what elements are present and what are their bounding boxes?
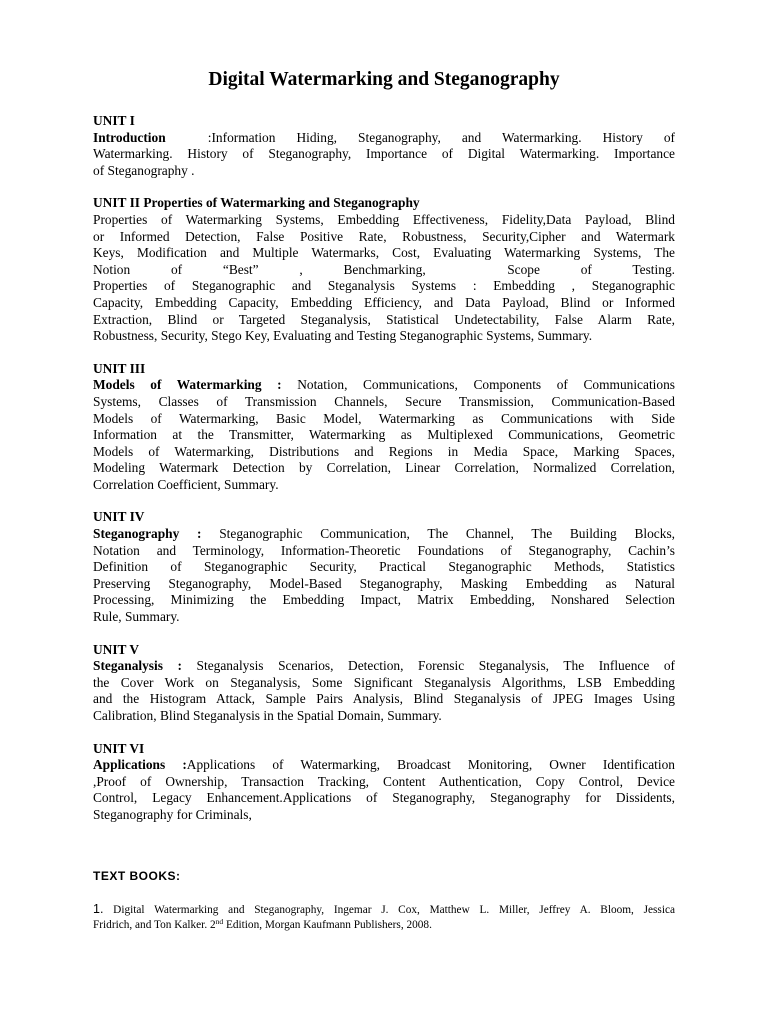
text-book-line-1 <box>93 902 675 918</box>
text-book-citation-part-1: Digital Watermarking and Steganography, Ingemar J. Cox, Matthew L. Miller, Jeffrey A. Bloom, Jessica <box>103 904 675 916</box>
unit-section <box>93 741 675 824</box>
line-text: Steganographic Communication, The Channel, The Building Blocks, <box>201 526 676 542</box>
unit-text-line <box>93 477 675 494</box>
line-text: Control, Legacy Enhancement.Applications of Steganography, Steganography for Dissidents, <box>93 790 675 806</box>
unit-text-line <box>93 444 675 461</box>
text-books-heading: TEXT BOOKS: <box>93 869 181 883</box>
unit-section <box>93 642 675 725</box>
text-book-citation-part-3: Edition, Morgan Kaufmann Publishers, 2008. <box>223 918 432 931</box>
unit-text-line <box>93 526 675 543</box>
unit-text-line <box>93 377 675 394</box>
unit-text-line <box>93 245 675 262</box>
topic-label: Models of Watermarking : <box>93 377 282 393</box>
topic-label: Introduction <box>93 129 166 145</box>
unit-text-line <box>93 559 675 576</box>
text-book-citation-part-2: Fridrich, and Ton Kalker. 2 <box>93 918 216 931</box>
unit-text-line <box>93 328 675 345</box>
topic-label: Applications : <box>93 757 187 773</box>
line-text: Notion of “Best” , Benchmarking, Scope of Testing. <box>93 261 675 277</box>
line-text: and the Histogram Attack, Sample Pairs Analysis, Blind Steganalysis of JPEG Images Using <box>93 691 675 707</box>
unit-text-line <box>93 262 675 279</box>
unit-description <box>93 212 675 345</box>
unit-text-line <box>93 427 675 444</box>
unit-text-line <box>93 312 675 329</box>
unit-text-line <box>93 130 675 147</box>
line-text: Properties of Steganographic and Steganalysis Systems : Embedding , Steganographic <box>93 278 675 294</box>
line-text: of Steganography . <box>93 162 195 178</box>
unit-text-line <box>93 212 675 229</box>
unit-text-line <box>93 411 675 428</box>
unit-description <box>93 757 675 823</box>
text-book-line-2 <box>93 918 675 933</box>
unit-heading: UNIT IV <box>93 509 145 525</box>
unit-section <box>93 113 675 179</box>
line-text: Extraction, Blind or Targeted Steganalysis, Statistical Undetectability, False Alarm Rate, <box>93 311 675 327</box>
page-title: Digital Watermarking and Steganography <box>208 69 560 90</box>
unit-text-line <box>93 757 675 774</box>
line-text: Capacity, Embedding Capacity, Embedding Efficiency, and Data Payload, Blind or Informed <box>93 294 675 310</box>
unit-heading: UNIT I <box>93 113 135 128</box>
line-text: Properties of Watermarking Systems, Embedding Effectiveness, Fidelity,Data Payload, Blind <box>93 211 675 227</box>
line-text: Information at the Transmitter, Watermarking as Multiplexed Communications, Geometric <box>93 427 675 443</box>
unit-heading: UNIT III <box>93 360 146 376</box>
line-text: Correlation Coefficient, Summary. <box>93 476 279 492</box>
line-text: Calibration, Blind Steganalysis in the Spatial Domain, Summary. <box>93 708 442 723</box>
units-container <box>93 113 675 840</box>
unit-text-line <box>93 658 675 675</box>
unit-heading: UNIT VI <box>93 740 145 756</box>
line-text: the Cover Work on Steganalysis, Some Significant Steganalysis Algorithms, LSB Embedding <box>93 674 675 690</box>
unit-text-line <box>93 163 675 180</box>
line-text: Watermarking. History of Steganography, Importance of Digital Watermarking. Importance <box>93 146 675 162</box>
unit-text-line <box>93 609 675 626</box>
unit-heading: UNIT II Properties of Watermarking and Steganography <box>93 195 420 211</box>
line-text: ,Proof of Ownership, Transaction Tracking, Content Authentication, Copy Control, Device <box>93 773 675 789</box>
unit-text-line <box>93 774 675 791</box>
line-text: Models of Watermarking, Distributions and Regions in Media Space, Marking Spaces, <box>93 443 675 459</box>
line-text: or Informed Detection, False Positive Rate, Robustness, Security,Cipher and Watermark <box>93 228 675 244</box>
line-text: Notation and Terminology, Information-Theoretic Foundations of Steganography, Cachin’s <box>93 542 675 558</box>
unit-text-line <box>93 543 675 560</box>
unit-section <box>93 509 675 625</box>
unit-description <box>93 377 675 493</box>
line-text: :Information Hiding, Steganography, and Watermarking. History of <box>165 129 675 145</box>
line-text: Systems, Classes of Transmission Channels, Secure Transmission, Communication-Based <box>93 393 675 409</box>
unit-text-line <box>93 592 675 609</box>
line-text: Rule, Summary. <box>93 609 180 625</box>
unit-text-line <box>93 229 675 246</box>
unit-description <box>93 658 675 724</box>
unit-text-line <box>93 708 675 725</box>
unit-text-line <box>93 807 675 824</box>
line-text: Steganalysis Scenarios, Detection, Forensic Steganalysis, The Influence of <box>181 658 676 674</box>
line-text: Processing, Minimizing the Embedding Impact, Matrix Embedding, Nonshared Selection <box>93 592 675 608</box>
text-book-number: 1. <box>93 902 104 916</box>
unit-heading: UNIT V <box>93 641 140 657</box>
line-text: Keys, Modification and Multiple Watermarks, Cost, Evaluating Watermarking Systems, The <box>93 245 675 261</box>
unit-description <box>93 526 675 626</box>
line-text: Models of Watermarking, Basic Model, Watermarking as Communications with Side <box>93 410 675 426</box>
topic-label: Steganography : <box>93 526 202 542</box>
line-text: Applications of Watermarking, Broadcast Monitoring, Owner Identification <box>186 757 676 773</box>
unit-text-line <box>93 146 675 163</box>
unit-text-line <box>93 460 675 477</box>
unit-text-line <box>93 278 675 295</box>
line-text: Modeling Watermark Detection by Correlation, Linear Correlation, Normalized Correlation, <box>93 460 675 476</box>
line-text: Preserving Steganography, Model-Based Steganography, Masking Embedding as Natural <box>93 575 675 591</box>
line-text: Notation, Communications, Components of Communications <box>281 377 675 393</box>
unit-text-line <box>93 691 675 708</box>
line-text: Robustness, Security, Stego Key, Evaluating and Testing Steganographic Systems, Summary. <box>93 328 593 344</box>
line-text: Definition of Steganographic Security, Practical Steganographic Methods, Statistics <box>93 559 675 575</box>
text-book-item <box>93 902 675 933</box>
unit-section <box>93 361 675 494</box>
topic-label: Steganalysis : <box>93 658 182 674</box>
unit-text-line <box>93 675 675 692</box>
edition-superscript: nd <box>215 916 224 926</box>
unit-section <box>93 195 675 344</box>
unit-text-line <box>93 394 675 411</box>
unit-text-line <box>93 576 675 593</box>
line-text: Steganography for Criminals, <box>93 806 252 822</box>
unit-text-line <box>93 295 675 312</box>
unit-text-line <box>93 790 675 807</box>
unit-description <box>93 130 675 180</box>
